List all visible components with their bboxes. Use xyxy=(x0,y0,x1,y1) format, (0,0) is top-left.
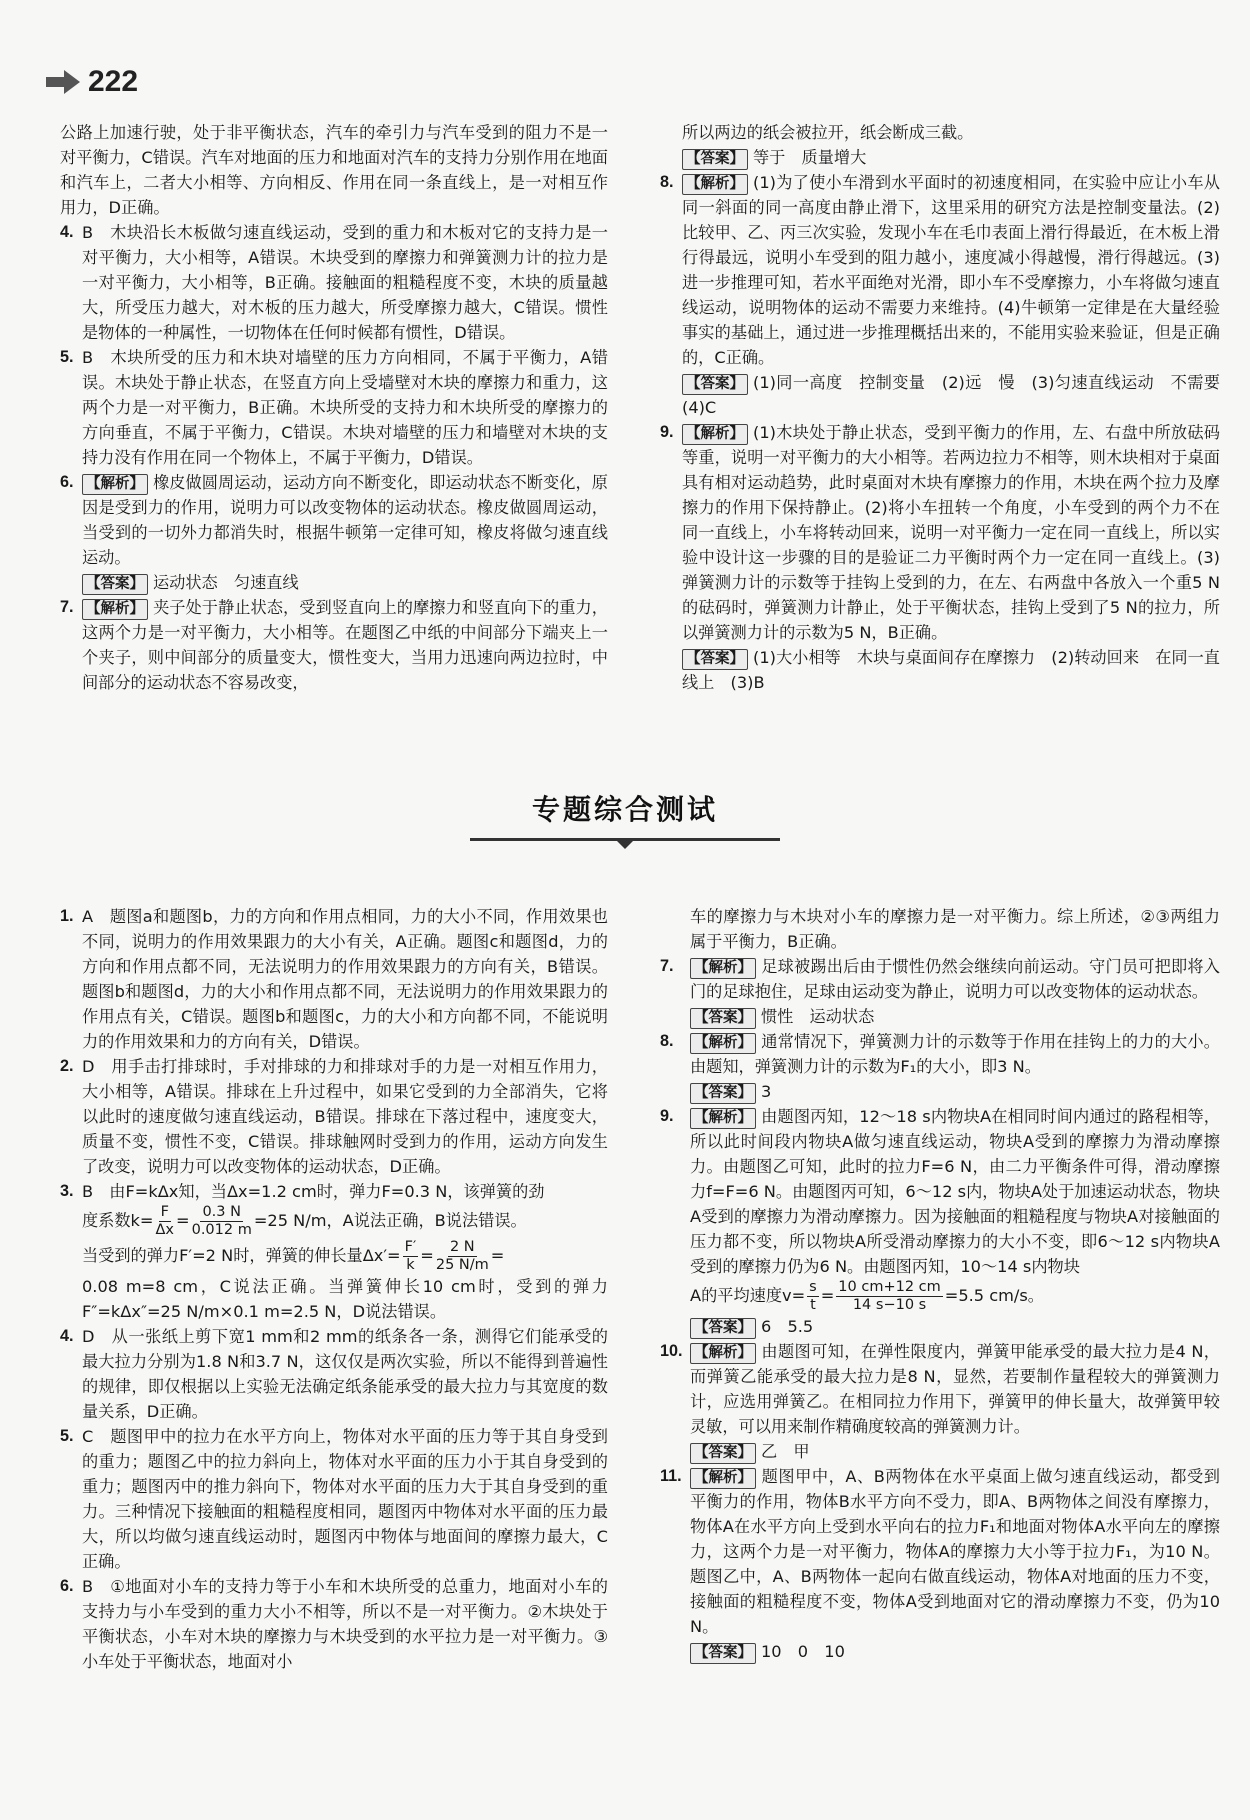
arrow-right-icon xyxy=(46,69,80,95)
fraction xyxy=(836,1279,942,1314)
item-number: 4. xyxy=(60,1327,74,1345)
answer-tag: 【答案】 xyxy=(682,649,748,670)
analysis-tag: 【解析】 xyxy=(690,1468,756,1489)
analysis-tag: 【解析】 xyxy=(690,1033,756,1054)
item-text: B 由F=kΔx知，当Δx=1.2 cm时，弹力F=0.3 N，该弹簧的劲 xyxy=(82,1182,545,1201)
answer-text: 10 0 10 xyxy=(761,1642,845,1661)
answer-tag: 【答案】 xyxy=(690,1443,756,1464)
page-number-text: 222 xyxy=(88,65,139,98)
answer-tag: 【答案】 xyxy=(690,1083,756,1104)
item-text: 度系数k= xyxy=(82,1211,154,1230)
item-text: 通常情况下，弹簧测力计的示数等于作用在挂钩上的力的大小。由题知，弹簧测力计的示数为F₁的大小，即3 N。 xyxy=(690,1032,1220,1076)
analysis-tag: 【解析】 xyxy=(82,474,148,495)
numerator: 10 cm+12 cm xyxy=(838,1279,941,1295)
item-text: 由题图可知，在弹性限度内，弹簧甲能承受的最大拉力是4 N，而弹簧乙能承受的最大拉力是8 N，显然，若要制作量程较大的弹簧测力计，应选用弹簧乙。在相同拉力作用下，弹簧甲的伸长量大，故弹簧甲较灵敏，可以用来制作精确度较高的弹簧测力计。 xyxy=(690,1342,1220,1436)
numerator: s xyxy=(809,1279,817,1295)
item-text: = xyxy=(176,1211,190,1230)
answer-item-6 xyxy=(60,470,608,595)
analysis-tag: 【解析】 xyxy=(682,424,748,445)
item-text: B 木块所受的压力和木块对墙壁的压力方向相同，不属于平衡力，A错误。木块处于静止状态，在竖直方向上受墙壁对木块的摩擦力和重力，这两个力是一对平衡力，B正确。木块所受的支持力和木块所受的摩擦力的方向垂直，不属于平衡力，C错误。木块对墙壁的压力和墙壁对木块的支持力没有作用在同一个物体上，不属于平衡力，D错误。 xyxy=(82,348,608,467)
item-text: =25 N/m，A说法正确，B说法错误。 xyxy=(253,1211,527,1230)
item-text: B ①地面对小车的支持力等于小车和木块所受的总重力，地面对小车的支持力与小车受到的重力大小不相等，所以不是一对平衡力。②木块处于平衡状态，小车对木块的摩擦力与木块受到的水平拉力是一对平衡力。③小车处于平衡状态，地面对小 xyxy=(82,1577,608,1671)
page-number xyxy=(46,62,138,102)
test-item-6 xyxy=(60,1574,608,1674)
answer-item-7 xyxy=(60,595,608,695)
test-item-11 xyxy=(660,1464,1220,1664)
answer-text: 乙 甲 xyxy=(761,1442,810,1461)
denominator: 14 s−10 s xyxy=(852,1297,927,1313)
item-number: 6. xyxy=(60,473,74,491)
answer-item-4 xyxy=(60,220,608,345)
item-number: 1. xyxy=(60,907,74,925)
test-item-5 xyxy=(60,1424,608,1574)
item-number: 10. xyxy=(660,1342,683,1360)
item-text: B 木块沿长木板做匀速直线运动，受到的重力和木板对它的支持力是一对平衡力，大小相等，A错误。木块受到的摩擦力和弹簧测力计的拉力是一对平衡力，大小相等，B正确。接触面的粗糙程度不变，木块的质量越大，所受压力越大，对木板的压力越大，所受摩擦力越大，C错误。惯性是物体的一种属性，一切物体在任何时候都有惯性，D错误。 xyxy=(82,223,608,342)
answer-tag: 【答案】 xyxy=(690,1643,756,1664)
item-text: C 题图甲中的拉力在水平方向上，物体对水平面的压力等于其自身受到的重力；题图乙中的拉力斜向上，物体对水平面的压力小于其自身受到的重力；题图丙中的推力斜向下，物体对水平面的压力大于其自身受到的重力。三种情况下接触面的粗糙程度相同，题图丙中物体对水平面的压力最大，所以均做匀速直线运动时，题图丙中物体与地面间的摩擦力最大，C正确。 xyxy=(82,1427,608,1571)
continued-text: 公路上加速行驶，处于非平衡状态，汽车的牵引力与汽车受到的阻力不是一对平衡力，C错误。汽车对地面的压力和地面对汽车的支持力分别作用在地面和汽车上，二者大小相等、方向相反、作用在同一条直线上，是一对相互作用力，D正确。 xyxy=(60,123,608,217)
item-text: =5.5 cm/s。 xyxy=(944,1286,1044,1305)
item-text: (1)为了使小车滑到水平面时的初速度相同，在实验中应让小车从同一斜面的同一高度由静止滑下，这里采用的研究方法是控制变量法。(2)比较甲、乙、丙三次实验，发现小车在毛巾表面上滑行得最近，在木板上滑行得最远，说明小车受到的阻力越小，速度减小得越慢，滑行得越远。(3)进一步推理可知，若水平面绝对光滑，即小车不受摩擦力，小车将做匀速直线运动，说明物体的运动不需要力来维持。(4)牛顿第一定律是在大量经验事实的基础上，通过进一步推理概括出来的，不能用实验来验证，但是正确的，C正确。 xyxy=(682,173,1220,367)
analysis-tag: 【解析】 xyxy=(82,599,148,620)
item-number: 7. xyxy=(60,598,74,616)
answer-item-5 xyxy=(60,345,608,470)
answer-tag: 【答案】 xyxy=(82,574,148,595)
answer-item-7-answer xyxy=(660,145,1220,170)
fraction xyxy=(807,1279,819,1314)
continued-text: 车的摩擦力与木块对小车的摩擦力是一对平衡力。综上所述，②③两组力属于平衡力，B正确。 xyxy=(690,907,1220,951)
fraction xyxy=(192,1204,252,1239)
item-text: = xyxy=(490,1246,505,1265)
analysis-tag: 【解析】 xyxy=(690,958,756,979)
denominator: 0.012 m xyxy=(191,1222,252,1238)
item-text: (1)木块处于静止状态，受到平衡力的作用，左、右盘中所放砝码等重，说明一对平衡力的大小相等。若两边拉力不相等，则木块相对于桌面具有相对运动趋势，此时桌面对木块有摩擦力的作用，木块在两个拉力及摩擦力的作用下保持静止。(2)将小车扭转一个角度，小车受到的两个力不在同一直线上，小车将转动回来，说明一对平衡力一定在同一直线上，所以实验中设计这一步骤的目的是验证二力平衡时两个力一定在同一直线上。(3)弹簧测力计的示数等于挂钩上受到的力，在左、右两盘中各放入一个重5 N的砝码时，弹簧测力计静止，处于平衡状态，挂钩上受到了5 N的拉力，所以弹簧测力计的示数为5 N，B正确。 xyxy=(682,423,1220,642)
top-left-column xyxy=(60,120,608,695)
answer-text: 等于 质量增大 xyxy=(753,148,867,167)
item-number: 9. xyxy=(660,423,674,441)
item-number: 11. xyxy=(660,1467,682,1485)
item-text: D 从一张纸上剪下宽1 mm和2 mm的纸条各一条，测得它们能承受的最大拉力分别为1.8 N和3.7 N，这仅仅是两次实验，所以不能得到普遍性的规律，即仅根据以上实验无法确定纸条能承受的最大拉力与其宽度的数量关系，D正确。 xyxy=(82,1327,608,1421)
test-item-9 xyxy=(660,1104,1220,1339)
fraction xyxy=(156,1204,175,1239)
answer-text: 运动状态 匀速直线 xyxy=(153,573,299,592)
item-text: 足球被踢出后由于惯性仍然会继续向前运动。守门员可把即将入门的足球抱住，足球由运动变为静止，说明力可以改变物体的运动状态。 xyxy=(690,957,1220,1001)
answer-tag: 【答案】 xyxy=(690,1318,756,1339)
section-title-text: 专题综合测试 xyxy=(531,793,718,826)
answer-tag: 【答案】 xyxy=(682,149,748,170)
triangle-down-icon xyxy=(617,841,633,849)
test-item-1 xyxy=(60,904,608,1054)
continued-text: 所以两边的纸会被拉开，纸会断成三截。 xyxy=(682,123,974,142)
item-number: 7. xyxy=(660,957,674,975)
answer-text: 惯性 运动状态 xyxy=(761,1007,875,1026)
answer-text: (1)同一高度 控制变量 (2)远 慢 (3)匀速直线运动 不需要 (4)C xyxy=(682,373,1237,417)
item-number: 8. xyxy=(660,173,674,191)
bottom-left-column xyxy=(60,904,608,1674)
fraction xyxy=(403,1239,419,1274)
test-item-10 xyxy=(660,1339,1220,1464)
answer-tag: 【答案】 xyxy=(690,1008,756,1029)
test-item-3 xyxy=(60,1179,608,1324)
item-text: 0.08 m=8 cm，C说法正确。当弹簧伸长10 cm时，受到的弹力F″=kΔx″=25 N/m×0.1 m=2.5 N，D说法错误。 xyxy=(82,1277,608,1321)
item-text: 题图甲中，A、B两物体在水平桌面上做匀速直线运动，都受到平衡力的作用，物体B水平方向不受力，即A、B两物体之间没有摩擦力，物体A在水平方向上受到水平向右的拉力F₁和地面对物体A水平向左的摩擦力，这两个力是一对平衡力，物体A的摩擦力大小等于拉力F₁，为10 N。题图乙中，A、B两物体一起向右做直线运动，物体A对地面的压力不变，接触面的粗糙程度不变，物体A受到地面对它的滑动摩擦力不变，仍为10 N。 xyxy=(690,1467,1220,1636)
analysis-tag: 【解析】 xyxy=(690,1108,756,1129)
numerator: 0.3 N xyxy=(202,1204,241,1220)
test-item-7 xyxy=(660,954,1220,1029)
top-right-column xyxy=(660,120,1237,695)
answer-item-8 xyxy=(660,170,1237,420)
fraction xyxy=(436,1239,489,1274)
test-item-2 xyxy=(60,1054,608,1179)
item-number: 6. xyxy=(60,1577,74,1595)
item-number: 9. xyxy=(660,1107,674,1125)
denominator: t xyxy=(810,1297,816,1313)
answer-text: 6 5.5 xyxy=(761,1317,814,1336)
answer-text: 3 xyxy=(761,1082,772,1101)
test-item-8 xyxy=(660,1029,1220,1104)
item-number: 8. xyxy=(660,1032,674,1050)
item-text: A 题图a和题图b，力的方向和作用点相同，力的大小不同，作用效果也不同，说明力的作用效果跟力的大小有关，A正确。题图c和题图d，力的方向和作用点都不同，无法说明力的作用效果跟力的方向有关，B错误。题图b和题图d，力的大小和作用点都不同，无法说明力的作用效果跟力的作用点有关，C错误。题图b和题图c，力的大小和方向都不同，不能说明力的作用效果和力的方向有关，D错误。 xyxy=(82,907,608,1051)
item-text: = xyxy=(420,1246,434,1265)
denominator: 25 N/m xyxy=(435,1257,489,1273)
item-text: D 用手击打排球时，手对排球的力和排球对手的力是一对相互作用力，大小相等，A错误。排球在上升过程中，如果它受到的力全部消失，它将以此时的速度做匀速直线运动，B错误。排球在下落过程中，速度变大，质量不变，惯性不变，C错误。排球触网时受到力的作用，运动方向发生了改变，说明力可以改变物体的运动状态，D正确。 xyxy=(82,1057,608,1176)
item-text: = xyxy=(820,1286,835,1305)
item-text: 由题图丙知，12～18 s内物块A在相同时间内通过的路程相等，所以此时间段内物块A做匀速直线运动，物块A受到的摩擦力为滑动摩擦力。由题图乙可知，此时的拉力F=6 N，由二力平衡条件可得，滑动摩擦力f=F=6 N。由题图丙可知，6～12 s内，物块A处于加速运动状态，物块A受到的摩擦力为滑动摩擦力。因为接触面的粗糙程度与物块A对接触面的压力都不变，所以物块A所受滑动摩擦力的大小不变，即6～12 s内物块A受到的摩擦力仍为6 N。由题图丙知，10～14 s内物块 xyxy=(690,1107,1220,1276)
analysis-tag: 【解析】 xyxy=(690,1343,756,1364)
item-text: 橡皮做圆周运动，运动方向不断变化，即运动状态不断变化，原因是受到力的作用，说明力可以改变物体的运动状态。橡皮做圆周运动，当受到的一切外力都消失时，根据牛顿第一定律可知，橡皮将做匀速直线运动。 xyxy=(82,473,608,567)
item-text: 当受到的弹力F′=2 N时，弹簧的伸长量Δx′= xyxy=(82,1246,401,1265)
item-number: 4. xyxy=(60,223,74,241)
numerator: F xyxy=(160,1204,169,1220)
item-text: 夹子处于静止状态，受到竖直向上的摩擦力和竖直向下的重力，这两个力是一对平衡力，大小相等。在题图乙中纸的中间部分下端夹上一个夹子，则中间部分的质量变大，惯性变大，当用力迅速向两边拉时，中间部分的运动状态不容易改变， xyxy=(82,598,608,692)
analysis-tag: 【解析】 xyxy=(682,174,748,195)
item-number: 3. xyxy=(60,1182,74,1200)
answer-tag: 【答案】 xyxy=(682,374,748,395)
item-number: 5. xyxy=(60,1427,74,1445)
test-item-4 xyxy=(60,1324,608,1424)
answer-text: (1)大小相等 木块与桌面间存在摩擦力 (2)转动回来 在同一直线上 (3)B xyxy=(682,648,1220,692)
numerator: 2 N xyxy=(449,1239,475,1255)
answer-item-9 xyxy=(660,420,1220,695)
denominator: Δx xyxy=(155,1222,175,1238)
numerator: F′ xyxy=(404,1239,417,1255)
item-text: A的平均速度v= xyxy=(690,1286,806,1305)
item-number: 5. xyxy=(60,348,74,366)
bottom-right-column xyxy=(660,904,1220,1664)
item-number: 2. xyxy=(60,1057,74,1075)
section-title xyxy=(455,788,795,841)
denominator: k xyxy=(406,1257,415,1273)
section-title-underline xyxy=(470,838,780,841)
